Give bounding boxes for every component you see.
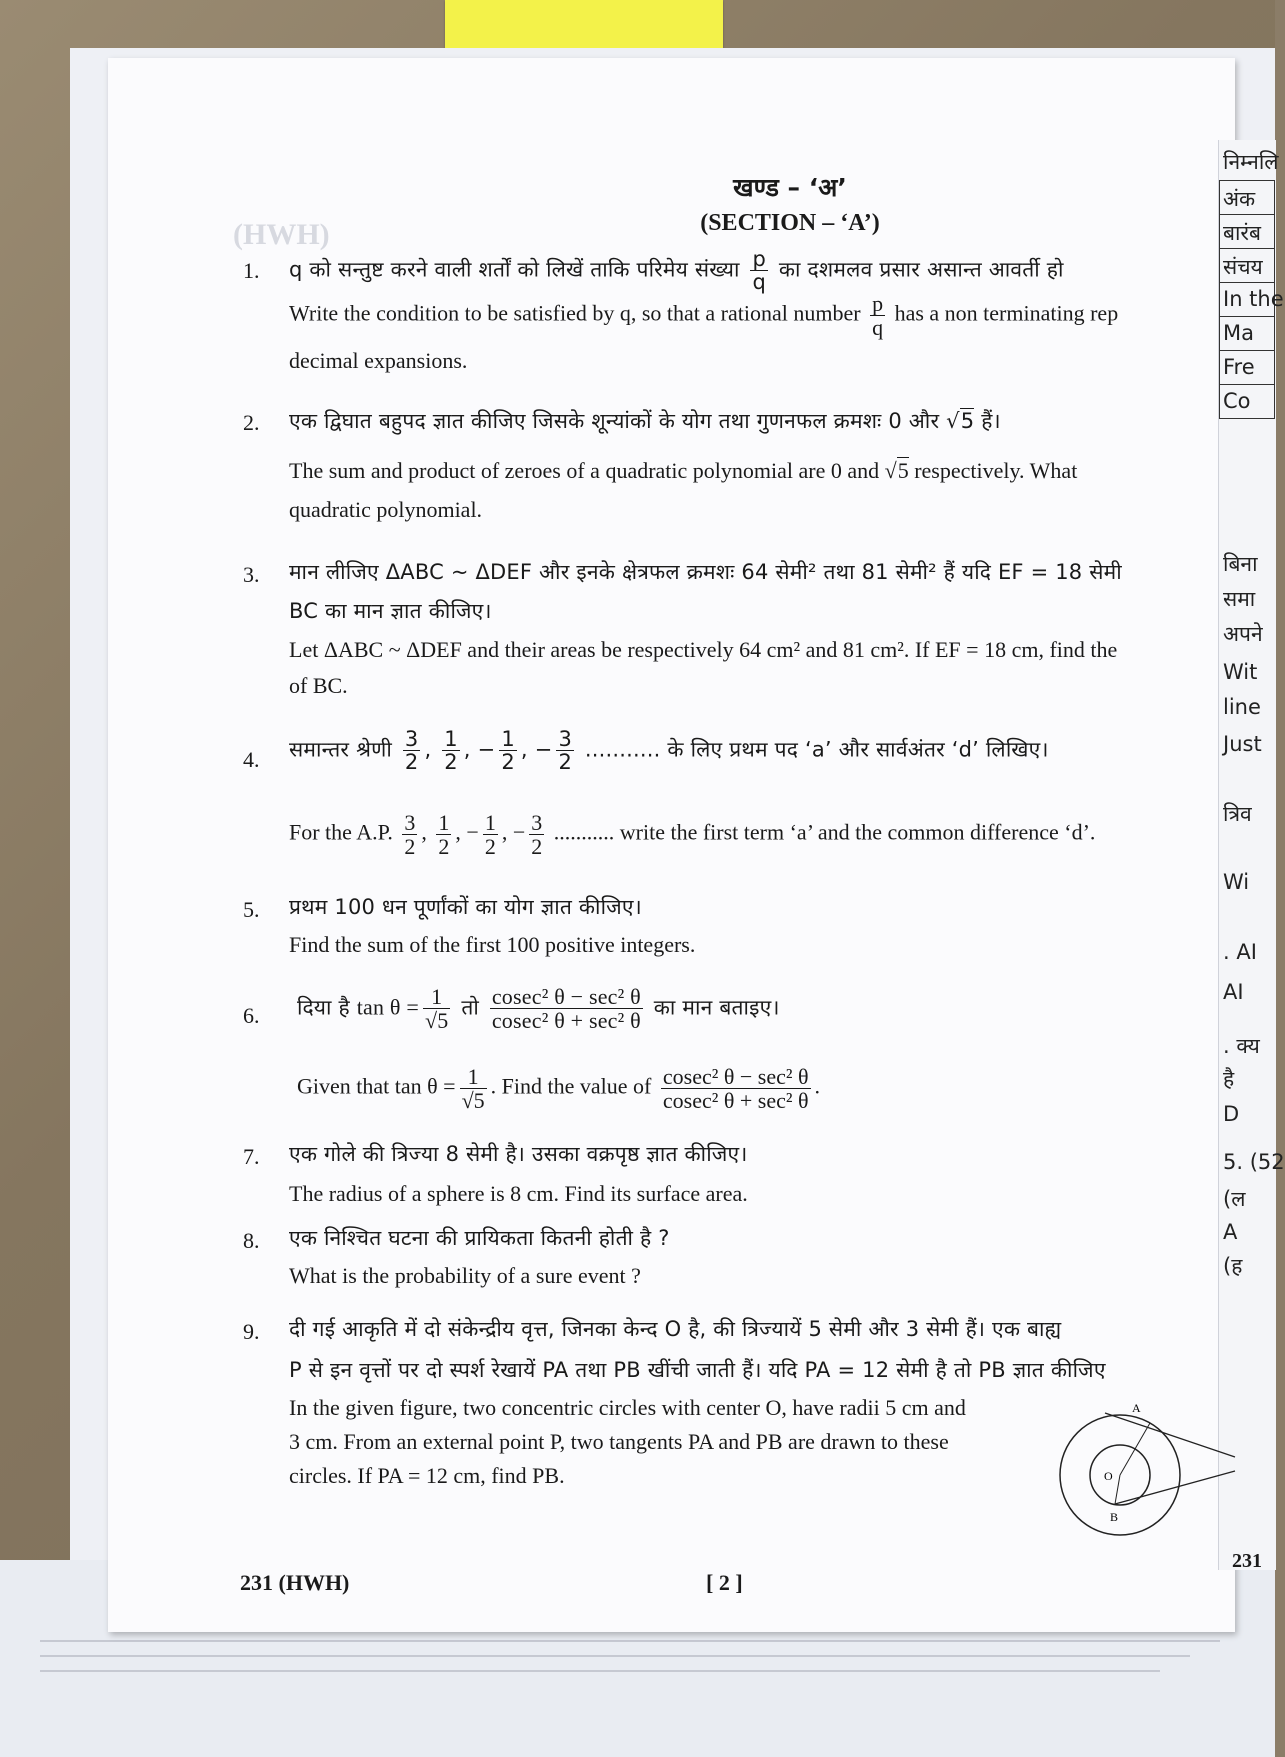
strip-text: निम्नलि (1223, 150, 1279, 174)
strip-text: अपने (1223, 622, 1263, 646)
question-number: 7. (243, 1144, 260, 1169)
question-number: 5. (243, 897, 260, 922)
strip-text: है (1223, 1067, 1235, 1091)
q6-english: Given that tan θ = $\frac{1}{√5}$ . Find the value of $\frac{\text{cosec² θ − sec² θ}}{\text{cosec² θ + sec² θ}}$ . (297, 1064, 820, 1114)
show-through-text: (HWH) (233, 218, 330, 251)
strip-text: D (1223, 1102, 1240, 1126)
section-title-hindi: खण्ड – ‘अ’ (733, 173, 847, 202)
concentric-circles-figure (1040, 1395, 1240, 1540)
q6-hindi: दिया है tan θ = $\frac{1}{√5}$ तो $\frac{\text{cosec² θ − sec² θ}}{\text{cosec² θ + sec² θ}}$ का मान बताइए। (297, 984, 780, 1034)
q5-english: Find the sum of the first 100 positive integers. (289, 932, 696, 957)
q5-hindi: प्रथम 100 धन पूर्णांकों का योग ज्ञात कीजिए। (289, 895, 642, 919)
q1-english-cont: decimal expansions. (289, 348, 468, 373)
q1-hindi: q को सन्तुष्ट करने वाली शर्तों को लिखें ताकि परिमेय संख्या $\frac{p}{q}$ का दशमलव प्रसार असान्त आवर्ती हो (289, 247, 1064, 295)
q9-english-cont2: circles. If PA = 12 cm, find PB. (289, 1463, 565, 1488)
q3-english: Let ΔABC ~ ΔDEF and their areas be respectively 64 cm² and 81 cm². If EF = 18 cm, find the (289, 637, 1118, 662)
strip-text: (ल (1223, 1187, 1246, 1211)
strip-text: Co (1223, 389, 1251, 413)
strip-text: . AI (1223, 940, 1257, 964)
strip-text: संचय (1223, 255, 1263, 279)
strip-text: अंक (1223, 187, 1256, 211)
question-number: 1. (243, 258, 260, 283)
q7-english: The radius of a sphere is 8 cm. Find its surface area. (289, 1181, 748, 1206)
q9-english: In the given figure, two concentric circles with center O, have radii 5 cm and (289, 1395, 966, 1420)
q1-english: Write the condition to be satisfied by q, so that a rational number $\frac{p}{q}$ has a non terminating rep (289, 291, 1119, 341)
q3-hindi: मान लीजिए ΔABC ~ ΔDEF और इनके क्षेत्रफल क्रमशः 64 सेमी² तथा 81 सेमी² हैं यदि EF = 18 सेमी (289, 560, 1122, 584)
strip-text: In the (1223, 287, 1284, 311)
q2-english-cont: quadratic polynomial. (289, 497, 483, 522)
paper-code: 231 (HWH) (240, 1570, 350, 1595)
strip-text: Wi (1223, 870, 1250, 894)
strip-text: Ma (1223, 321, 1254, 345)
q4-english: For the A.P. $\frac{3}{2}$ , $\frac{1}{2}$ , − $\frac{1}{2}$ , − $\frac{3}{2}$ ........... write the first term ‘a’ and the common difference ‘d’. (289, 810, 1096, 860)
strip-text: A (1223, 1220, 1238, 1244)
q7-hindi: एक गोले की त्रिज्या 8 सेमी है। उसका वक्रपृष्ठ ज्ञात कीजिए। (289, 1142, 748, 1166)
q8-hindi: एक निश्चित घटना की प्रायिकता कितनी होती है ? (289, 1226, 670, 1250)
page-number: [ 2 ] (706, 1570, 743, 1595)
strip-text: (ह (1223, 1254, 1243, 1278)
question-number: 9. (243, 1319, 260, 1344)
question-number: 8. (243, 1228, 260, 1253)
strip-text: त्रिव (1223, 802, 1252, 826)
label-B: B (1110, 1510, 1119, 1524)
adjacent-page-code: 231 (1232, 1550, 1262, 1572)
strip-text: बिना (1223, 552, 1258, 576)
question-number: 2. (243, 410, 260, 435)
q9-hindi-cont: P से इन वृत्तों पर दो स्पर्श रेखायें PA तथा PB खींची जाती हैं। यदि PA = 12 सेमी है तो PB ज्ञात कीजिए (289, 1358, 1106, 1382)
question-number: 3. (243, 562, 260, 587)
q3-english-cont: of BC. (289, 673, 348, 698)
q9-english-cont: 3 cm. From an external point P, two tangents PA and PB are drawn to these (289, 1429, 949, 1454)
strip-text: 5. (52 (1223, 1150, 1285, 1174)
q9-hindi: दी गई आकृति में दो संकेन्द्रीय वृत्त, जिनका केन्द O है, की त्रिज्यायें 5 सेमी और 3 सेमी हैं। एक बाह्य (289, 1317, 1062, 1341)
strip-text: . क्य (1223, 1034, 1260, 1058)
label-O: O (1104, 1469, 1113, 1483)
question-number: 4. (243, 747, 260, 772)
section-title-english: (SECTION – ‘A’) (700, 210, 880, 236)
strip-text: AI (1223, 980, 1244, 1004)
q2-hindi: एक द्विघात बहुपद ज्ञात कीजिए जिसके शून्यांकों के योग तथा गुणनफल क्रमशः 0 और √5 हैं। (289, 409, 1001, 433)
strip-text: Just (1223, 732, 1262, 756)
strip-text: Wit (1223, 660, 1258, 684)
strip-text: समा (1223, 587, 1256, 611)
fraction: $\frac{p}{q}$ (872, 291, 884, 341)
q4-hindi: समान्तर श्रेणी $\frac{3}{2}$ , $\frac{1}{2}$ , − $\frac{1}{2}$ , − $\frac{3}{2}$ ........... के लिए प्रथम पद ‘a’ और सार्वअंतर ‘d’ लिखिए। (289, 727, 1049, 775)
q3-hindi-cont: BC का मान ज्ञात कीजिए। (289, 599, 492, 623)
question-number: 6. (243, 1003, 260, 1028)
fraction: $\frac{p}{q}$ (752, 247, 767, 295)
q2-english: The sum and product of zeroes of a quadratic polynomial are 0 and √5 respectively. What (289, 458, 1078, 483)
q8-english: What is the probability of a sure event ? (289, 1263, 641, 1288)
strip-text: Fre (1223, 355, 1255, 379)
strip-text: line (1223, 695, 1261, 719)
label-A: A (1132, 1401, 1141, 1415)
strip-text: बारंब (1223, 221, 1262, 245)
